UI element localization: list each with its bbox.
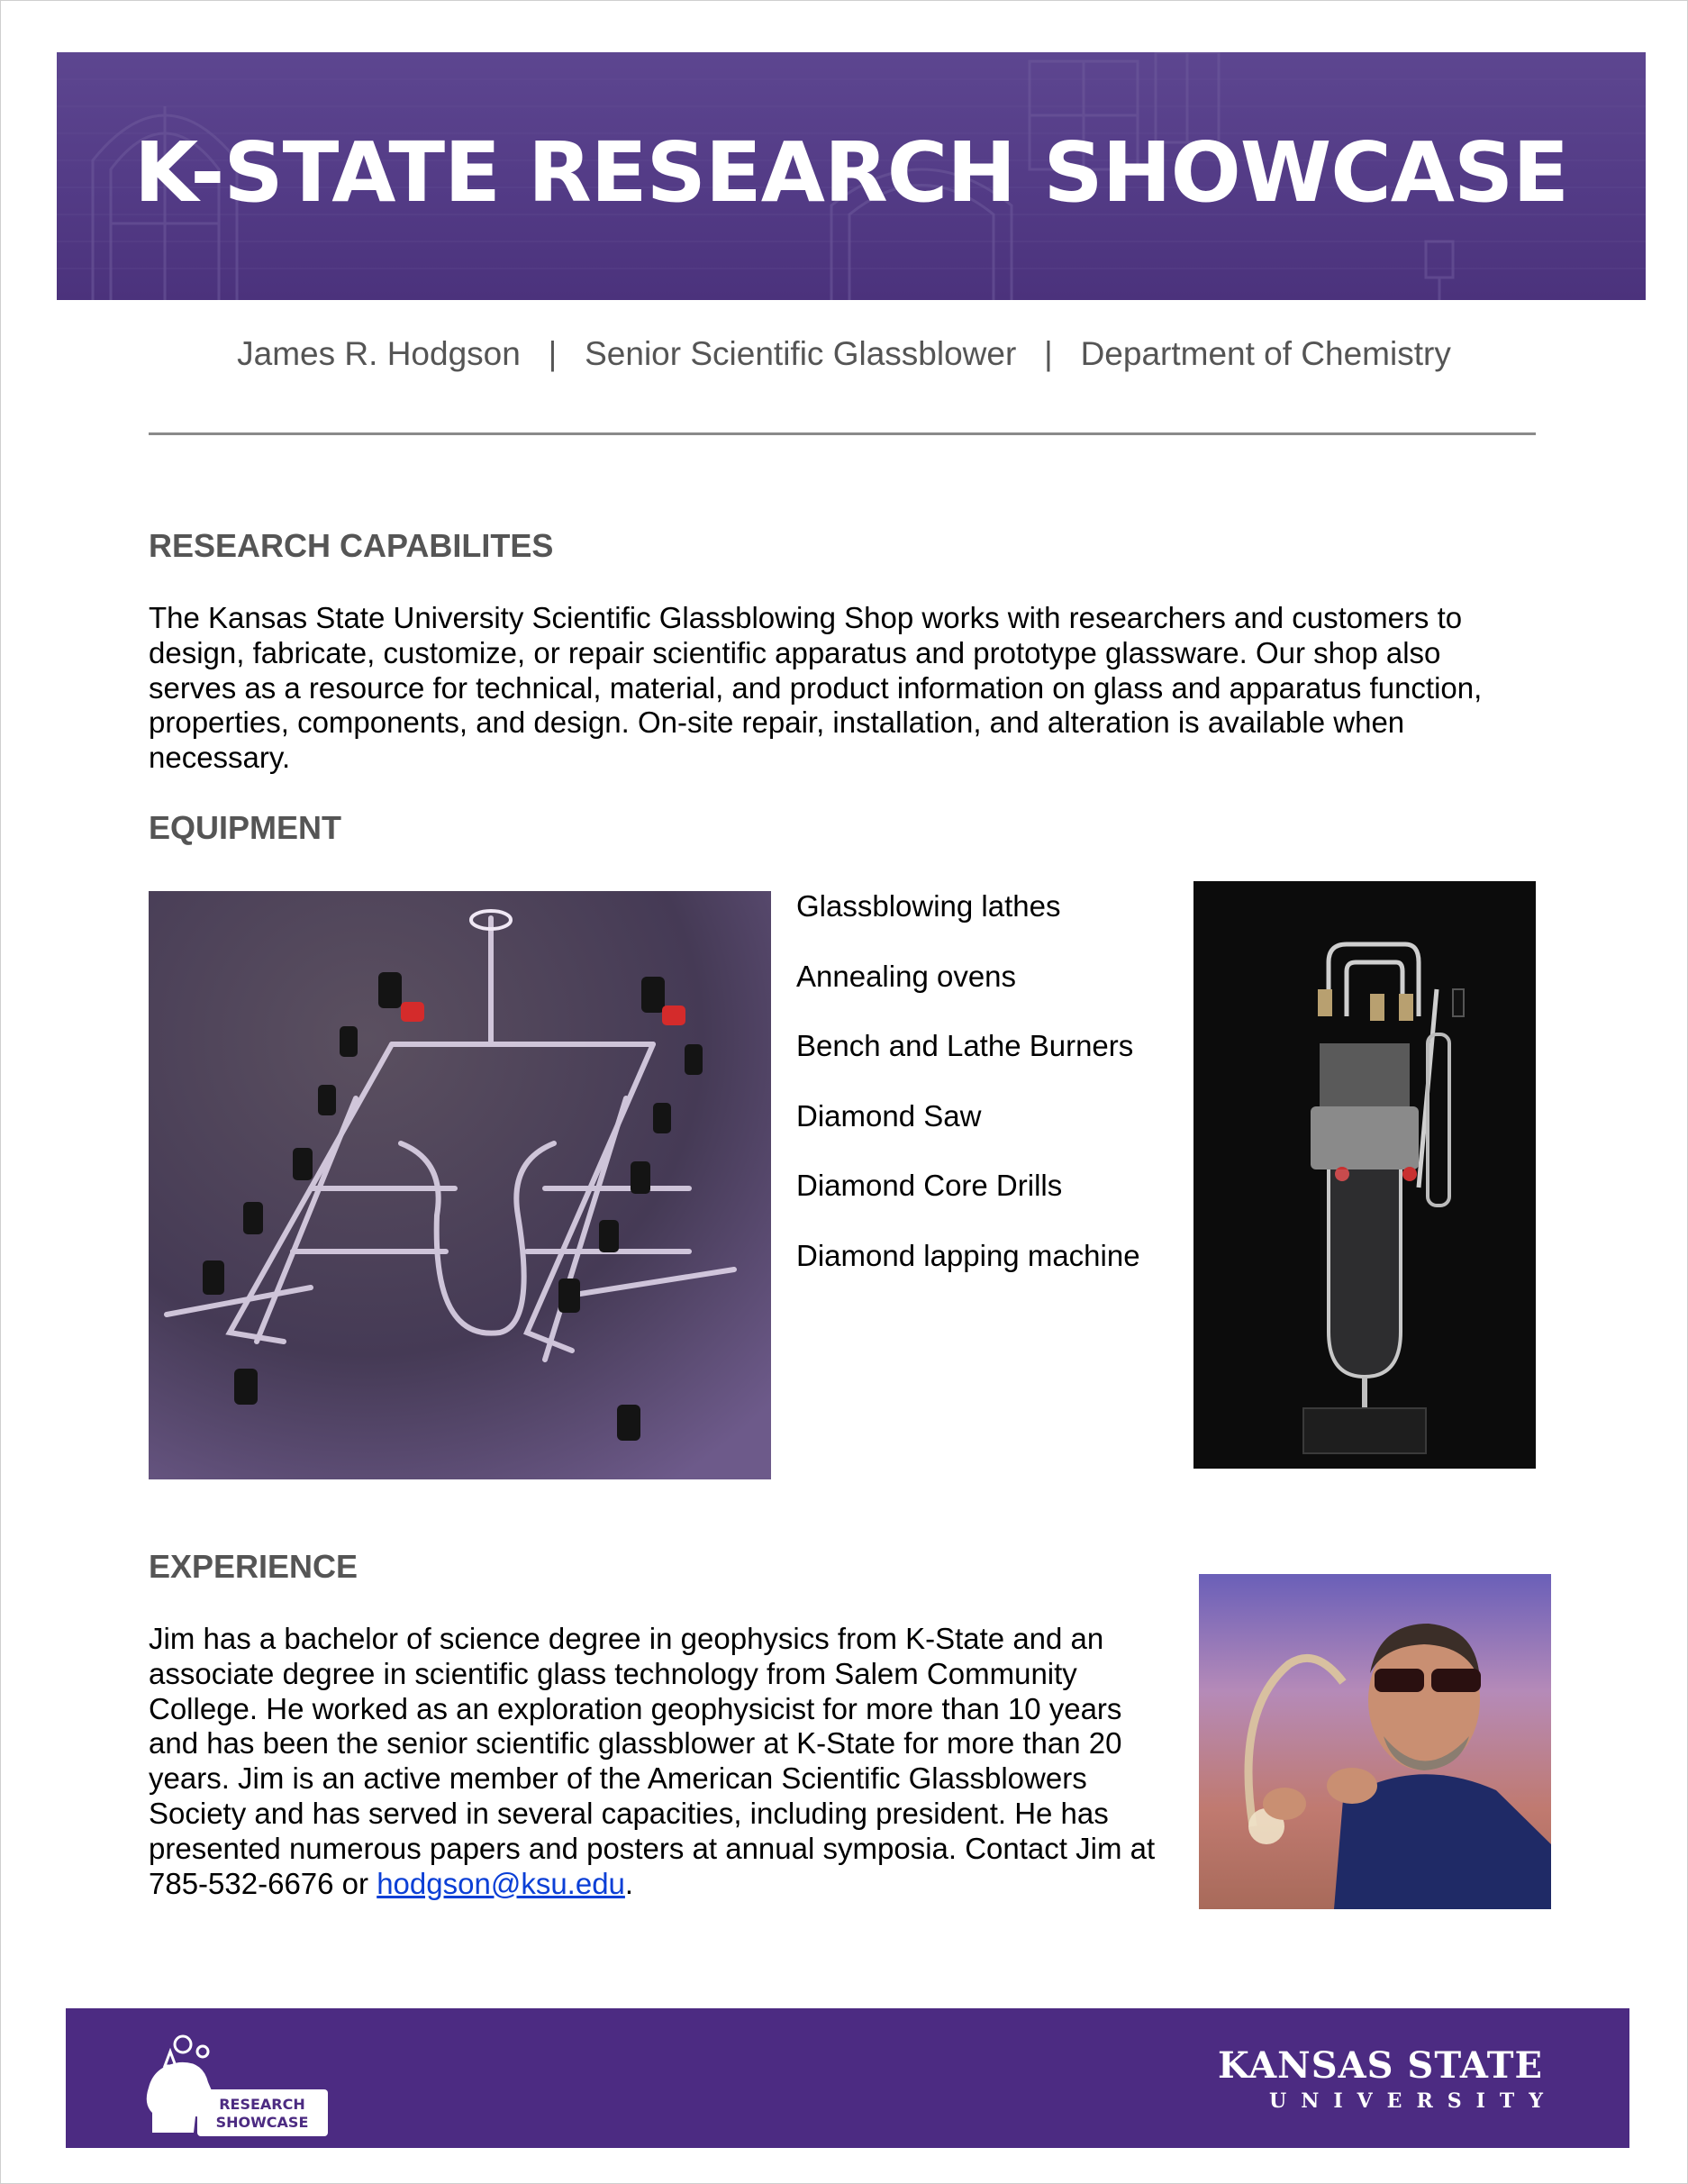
equipment-list bbox=[796, 881, 1140, 1300]
equipment-heading: EQUIPMENT bbox=[149, 809, 342, 846]
byline-separator: | bbox=[548, 335, 558, 372]
glassblower-portrait-photo bbox=[1199, 1574, 1551, 1909]
research-line: The Kansas State University Scientific Glassblowing Shop works with researchers and customers to bbox=[149, 601, 1463, 634]
showcase-logo-line2: SHOWCASE bbox=[215, 2114, 309, 2131]
header-banner bbox=[57, 52, 1646, 300]
experience-line: associate degree in scientific glass technology from Salem Community bbox=[149, 1656, 1077, 1690]
experience-line: Jim has a bachelor of science degree in geophysics from K-State and an bbox=[149, 1622, 1104, 1655]
showcase-logo-line1: RESEARCH bbox=[219, 2096, 305, 2113]
research-line: serves as a resource for technical, material, and product information on glass and apparatus function, bbox=[149, 670, 1483, 705]
research-heading: RESEARCH CAPABILITES bbox=[149, 527, 554, 564]
byline bbox=[0, 335, 1688, 373]
kansas-state-wordmark: KANSAS STATE bbox=[1217, 2044, 1543, 2087]
experience-line: presented numerous papers and posters at annual symposia. Contact Jim at bbox=[149, 1831, 1156, 1865]
equipment-item: Glassblowing lathes bbox=[796, 889, 1061, 923]
byline-separator: | bbox=[1044, 335, 1053, 372]
divider-rule bbox=[149, 432, 1536, 435]
equipment-item: Diamond Core Drills bbox=[796, 1169, 1063, 1202]
email-link[interactable]: hodgson@ksu.edu bbox=[377, 1866, 625, 1900]
experience-line: Society and has served in several capacities, including president. He has bbox=[149, 1796, 1109, 1830]
experience-paragraph bbox=[149, 1622, 1155, 1901]
research-line: properties, components, and design. On-site repair, installation, and alteration is available when bbox=[149, 705, 1405, 740]
footer-bar bbox=[66, 2008, 1629, 2148]
research-line: necessary. bbox=[149, 741, 291, 775]
equipment-item: Bench and Lathe Burners bbox=[796, 1029, 1134, 1062]
experience-line: years. Jim is an active member of the American Scientific Glassblowers bbox=[149, 1761, 1087, 1796]
equipment-item: Diamond lapping machine bbox=[796, 1238, 1140, 1272]
contact-suffix: . bbox=[624, 1866, 634, 1900]
equipment-item: Annealing ovens bbox=[796, 959, 1017, 993]
experience-line: and has been the senior scientific glassblower at K-State for more than 20 bbox=[149, 1726, 1122, 1761]
research-line: design, fabricate, customize, or repair scientific apparatus and prototype glassware. Our shop also bbox=[149, 635, 1441, 669]
glass-manifold-photo bbox=[149, 891, 771, 1479]
byline-position: Senior Scientific Glassblower bbox=[585, 335, 1017, 372]
research-showcase-logo bbox=[143, 2032, 332, 2136]
university-wordmark: UNIVERSITY bbox=[1269, 2089, 1557, 2113]
banner-title: K-STATE RESEARCH SHOWCASE bbox=[133, 124, 1569, 221]
experience-line: College. He worked as an exploration geophysicist for more than 10 years bbox=[149, 1691, 1122, 1725]
byline-name: James R. Hodgson bbox=[237, 335, 521, 372]
research-paragraph bbox=[149, 601, 1482, 776]
experience-heading: EXPERIENCE bbox=[149, 1548, 358, 1585]
byline-department: Department of Chemistry bbox=[1080, 335, 1451, 372]
contact-prefix: 785-532-6676 or bbox=[149, 1866, 377, 1900]
equipment-item: Diamond Saw bbox=[796, 1098, 982, 1133]
glass-reactor-photo bbox=[1193, 881, 1536, 1469]
